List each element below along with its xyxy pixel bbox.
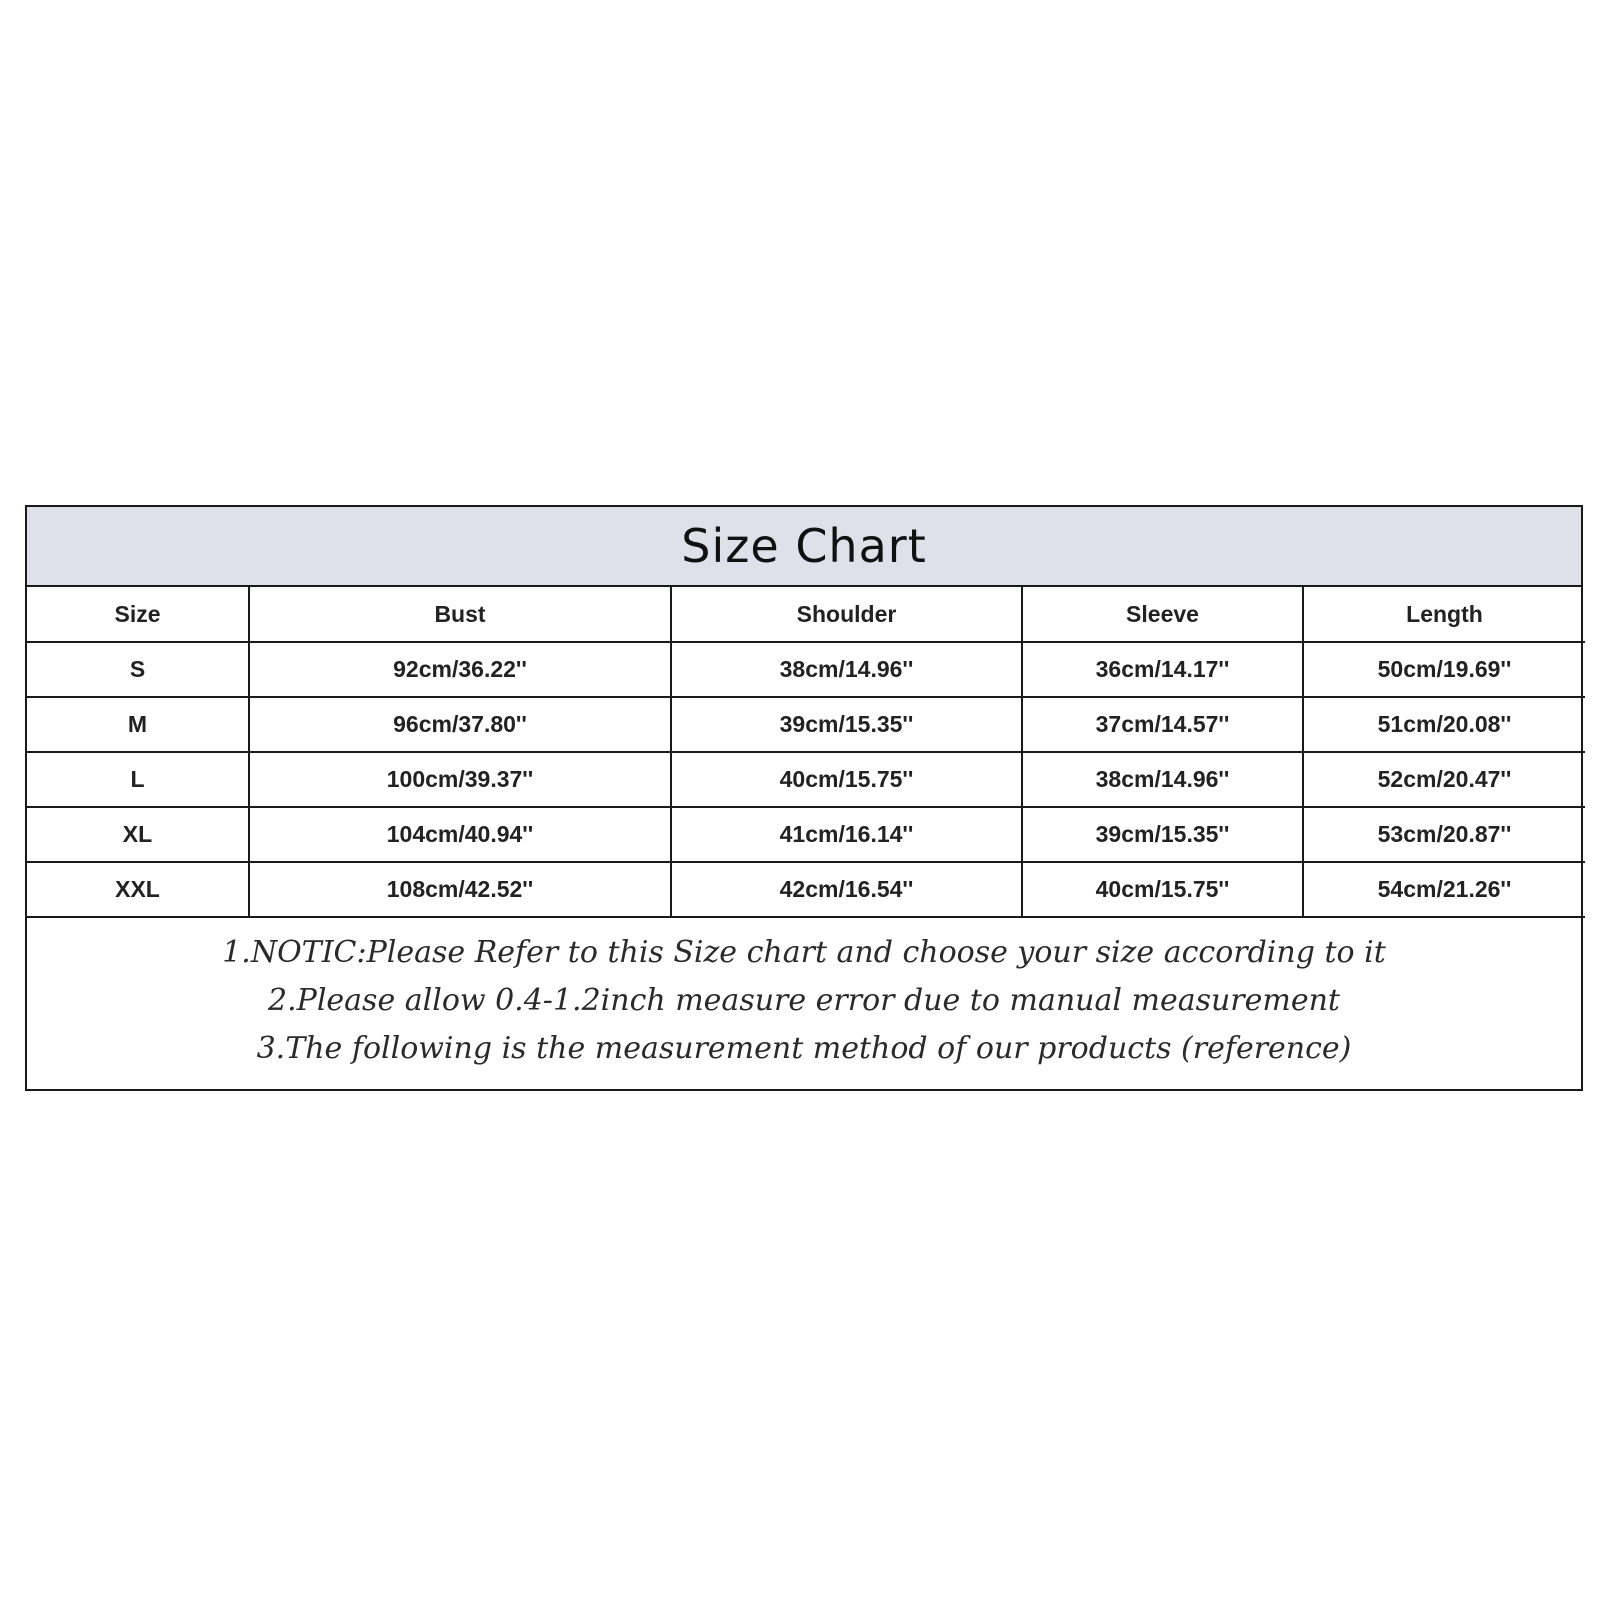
length-cell: 52cm/20.47'' <box>1303 752 1585 807</box>
sleeve-cell: 37cm/14.57'' <box>1022 697 1303 752</box>
notes-section <box>27 918 1581 1089</box>
shoulder-cell: 38cm/14.96'' <box>671 642 1022 697</box>
shoulder-cell: 40cm/15.75'' <box>671 752 1022 807</box>
bust-cell: 92cm/36.22'' <box>249 642 671 697</box>
note-line: 1.NOTIC:Please Refer to this Size chart and choose your size according to it <box>222 934 1386 970</box>
sleeve-cell: 40cm/15.75'' <box>1022 862 1303 917</box>
note-line: 3.The following is the measurement method of our products (reference) <box>256 1030 1352 1066</box>
column-header-sleeve: Sleeve <box>1022 587 1303 642</box>
measurement-table <box>27 587 1585 918</box>
table-row <box>27 697 1585 752</box>
sleeve-cell: 36cm/14.17'' <box>1022 642 1303 697</box>
size-chart <box>25 505 1583 1091</box>
column-header-shoulder: Shoulder <box>671 587 1022 642</box>
length-cell: 50cm/19.69'' <box>1303 642 1585 697</box>
table-row <box>27 862 1585 917</box>
column-header-bust: Bust <box>249 587 671 642</box>
sleeve-cell: 39cm/15.35'' <box>1022 807 1303 862</box>
size-cell: XXL <box>27 862 249 917</box>
size-cell: L <box>27 752 249 807</box>
bust-cell: 104cm/40.94'' <box>249 807 671 862</box>
sleeve-cell: 38cm/14.96'' <box>1022 752 1303 807</box>
shoulder-cell: 39cm/15.35'' <box>671 697 1022 752</box>
table-row <box>27 752 1585 807</box>
shoulder-cell: 42cm/16.54'' <box>671 862 1022 917</box>
note-line: 2.Please allow 0.4-1.2inch measure error due to manual measurement <box>268 982 1340 1018</box>
bust-cell: 96cm/37.80'' <box>249 697 671 752</box>
table-row <box>27 642 1585 697</box>
bust-cell: 108cm/42.52'' <box>249 862 671 917</box>
size-cell: M <box>27 697 249 752</box>
length-cell: 53cm/20.87'' <box>1303 807 1585 862</box>
header-row <box>27 587 1585 642</box>
column-header-length: Length <box>1303 587 1585 642</box>
chart-title: Size Chart <box>27 507 1581 587</box>
length-cell: 51cm/20.08'' <box>1303 697 1585 752</box>
table-row <box>27 807 1585 862</box>
shoulder-cell: 41cm/16.14'' <box>671 807 1022 862</box>
size-cell: S <box>27 642 249 697</box>
column-header-size: Size <box>27 587 249 642</box>
bust-cell: 100cm/39.37'' <box>249 752 671 807</box>
length-cell: 54cm/21.26'' <box>1303 862 1585 917</box>
size-cell: XL <box>27 807 249 862</box>
